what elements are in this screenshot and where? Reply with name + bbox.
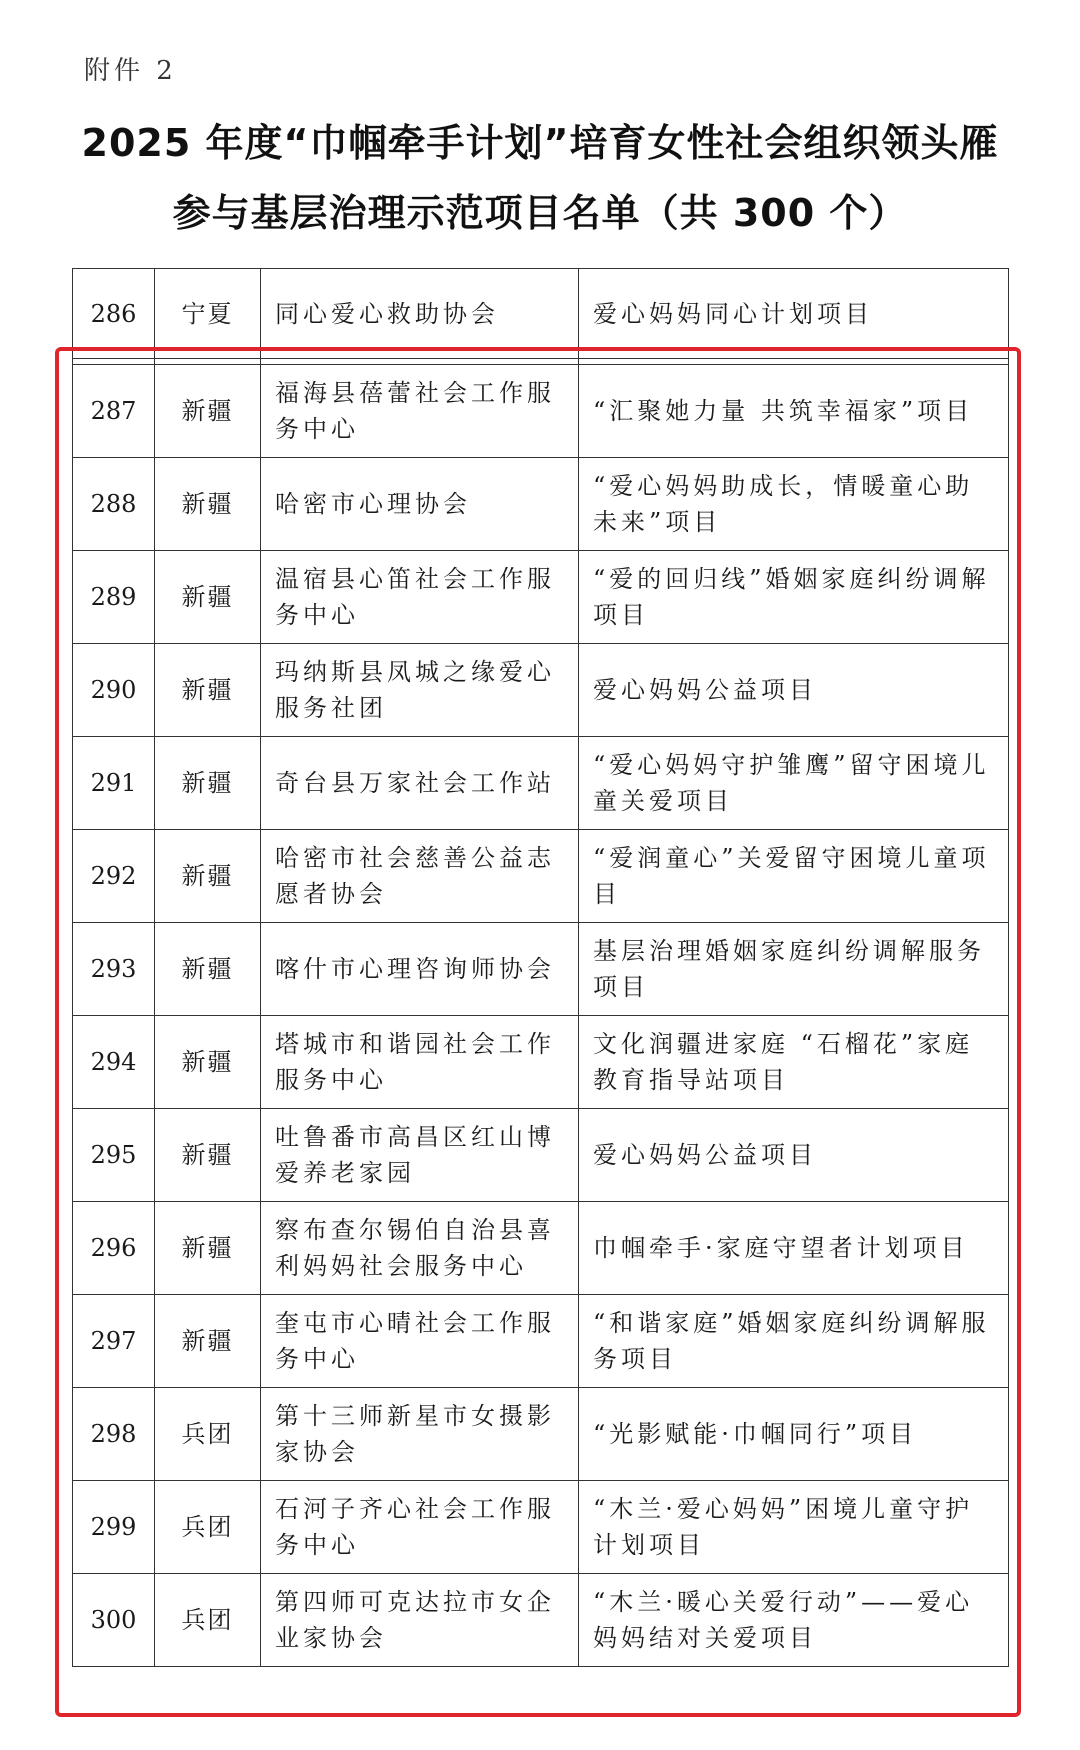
row-number: 300 [73, 1574, 155, 1667]
row-organization: 玛纳斯县凤城之缘爱心服务社团 [261, 644, 579, 737]
row-project: “爱的回归线”婚姻家庭纠纷调解项目 [579, 551, 1009, 644]
table-row [73, 1202, 1009, 1295]
row-organization: 第十三师新星市女摄影家协会 [261, 1388, 579, 1481]
row-number: 294 [73, 1016, 155, 1109]
row-region: 新疆 [155, 923, 261, 1016]
project-list-table [72, 268, 1009, 1667]
table-row [73, 1016, 1009, 1109]
row-number: 290 [73, 644, 155, 737]
row-organization: 石河子齐心社会工作服务中心 [261, 1481, 579, 1574]
row-organization: 福海县蓓蕾社会工作服务中心 [261, 365, 579, 458]
row-region: 新疆 [155, 365, 261, 458]
row-project: 巾帼牵手·家庭守望者计划项目 [579, 1202, 1009, 1295]
row-number: 292 [73, 830, 155, 923]
row-project: “光影赋能·巾帼同行”项目 [579, 1388, 1009, 1481]
table-row [73, 923, 1009, 1016]
row-number: 289 [73, 551, 155, 644]
row-project: 基层治理婚姻家庭纠纷调解服务项目 [579, 923, 1009, 1016]
row-number: 291 [73, 737, 155, 830]
table-row [73, 458, 1009, 551]
row-project: “爱心妈妈助成长，情暖童心助未来”项目 [579, 458, 1009, 551]
row-number: 286 [73, 269, 155, 359]
row-region: 新疆 [155, 644, 261, 737]
row-project: 爱心妈妈同心计划项目 [579, 269, 1009, 359]
row-region: 兵团 [155, 1574, 261, 1667]
row-project: 文化润疆进家庭 “石榴花”家庭教育指导站项目 [579, 1016, 1009, 1109]
row-number: 296 [73, 1202, 155, 1295]
row-region: 新疆 [155, 458, 261, 551]
row-region: 新疆 [155, 1016, 261, 1109]
row-project: “汇聚她力量 共筑幸福家”项目 [579, 365, 1009, 458]
row-project: “木兰·爱心妈妈”困境儿童守护计划项目 [579, 1481, 1009, 1574]
row-project: 爱心妈妈公益项目 [579, 1109, 1009, 1202]
row-region: 新疆 [155, 551, 261, 644]
row-organization: 温宿县心笛社会工作服务中心 [261, 551, 579, 644]
row-organization: 哈密市心理协会 [261, 458, 579, 551]
row-region: 新疆 [155, 1202, 261, 1295]
table-row [73, 1295, 1009, 1388]
table-row [73, 365, 1009, 458]
row-organization: 吐鲁番市高昌区红山博爱养老家园 [261, 1109, 579, 1202]
row-organization: 塔城市和谐园社会工作服务中心 [261, 1016, 579, 1109]
document-title-line-2: 参与基层治理示范项目名单（共 300 个） [172, 191, 908, 235]
row-region: 兵团 [155, 1388, 261, 1481]
row-number: 299 [73, 1481, 155, 1574]
row-organization: 奇台县万家社会工作站 [261, 737, 579, 830]
table-row [73, 737, 1009, 830]
table-row [73, 269, 1009, 359]
table-row [73, 1481, 1009, 1574]
table-row [73, 1109, 1009, 1202]
row-region: 新疆 [155, 1109, 261, 1202]
row-organization: 第四师可克达拉市女企业家协会 [261, 1574, 579, 1667]
row-number: 293 [73, 923, 155, 1016]
row-region: 新疆 [155, 737, 261, 830]
table-row [73, 1574, 1009, 1667]
row-region: 宁夏 [155, 269, 261, 359]
row-number: 287 [73, 365, 155, 458]
table-row [73, 551, 1009, 644]
row-number: 297 [73, 1295, 155, 1388]
row-organization: 同心爱心救助协会 [261, 269, 579, 359]
row-region: 兵团 [155, 1481, 261, 1574]
document-title-line-1: 2025 年度“巾帼牵手计划”培育女性社会组织领头雁 [81, 121, 999, 165]
row-organization: 奎屯市心晴社会工作服务中心 [261, 1295, 579, 1388]
row-project: “爱心妈妈守护雏鹰”留守困境儿童关爱项目 [579, 737, 1009, 830]
attachment-label: 附件 2 [84, 56, 177, 86]
row-region: 新疆 [155, 1295, 261, 1388]
row-number: 295 [73, 1109, 155, 1202]
table-row [73, 644, 1009, 737]
row-organization: 喀什市心理咨询师协会 [261, 923, 579, 1016]
row-number: 288 [73, 458, 155, 551]
row-region: 新疆 [155, 830, 261, 923]
row-organization: 察布查尔锡伯自治县喜利妈妈社会服务中心 [261, 1202, 579, 1295]
row-number: 298 [73, 1388, 155, 1481]
row-project: “木兰·暖心关爱行动”——爱心妈妈结对关爱项目 [579, 1574, 1009, 1667]
row-project: “和谐家庭”婚姻家庭纠纷调解服务项目 [579, 1295, 1009, 1388]
row-organization: 哈密市社会慈善公益志愿者协会 [261, 830, 579, 923]
row-project: “爱润童心”关爱留守困境儿童项目 [579, 830, 1009, 923]
row-project: 爱心妈妈公益项目 [579, 644, 1009, 737]
table-row [73, 1388, 1009, 1481]
table-row [73, 830, 1009, 923]
